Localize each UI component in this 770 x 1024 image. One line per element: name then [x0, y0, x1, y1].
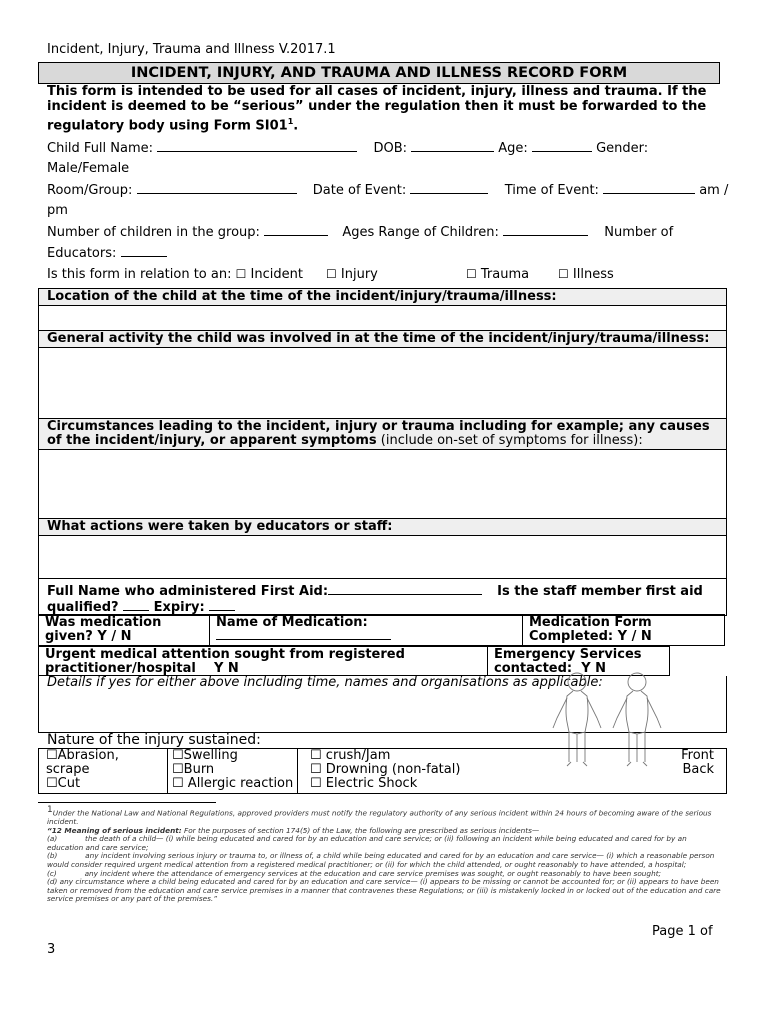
allergic-checkbox[interactable]: ☐ — [172, 776, 184, 791]
drowning-checkbox[interactable]: ☐ — [310, 762, 322, 777]
page-label: Page 1 of — [652, 924, 713, 939]
circumstances-heading: Circumstances leading to the incident, injury or trauma including for example; any causes of the incident/injury, or apparent symptoms (include on-set of symptoms for illness): — [39, 419, 726, 450]
expiry-field[interactable] — [209, 599, 235, 611]
emergency-yn[interactable]: Y N — [581, 661, 607, 676]
date-event-field[interactable] — [410, 182, 488, 194]
ages-range-label: Ages Range of Children: — [342, 225, 499, 240]
location-heading: Location of the child at the time of the incident/injury/trauma/illness: — [39, 289, 726, 306]
intro-text: This form is intended to be used for all cases of incident, injury, illness and trauma. If the incident is deemed to be “serious” under the regulation then it must be forwarded to the regulatory body using Form $SI01^1$. — [47, 84, 707, 134]
first-aid-section — [38, 578, 727, 616]
educators-label: Educators: — [47, 246, 117, 261]
urgent-medical-cell[interactable]: Urgent medical attention sought from registered practitioner/hospital Y N — [38, 646, 488, 676]
incident-checkbox[interactable]: ☐ — [235, 267, 247, 281]
footnote-definition: “12 Meaning of serious incident: For the purposes of section 174(5) of the Law, the following are prescribed as serious incidents— — [47, 825, 540, 835]
footnote-item-a: (a) the death of a child— (i) while being educated and cared for by an education and care service; or (ii) following an incident while being educated and cared for by an education and care service; — [47, 834, 687, 852]
qualified-label-2: qualified? — [47, 600, 119, 615]
gender-options[interactable]: Male/Female — [47, 161, 130, 176]
injury-option[interactable]: ☐ Injury — [326, 267, 378, 282]
time-event-label: Time of Event: — [504, 183, 599, 198]
illness-checkbox[interactable]: ☐ — [558, 267, 569, 281]
ages-range-field[interactable] — [503, 224, 588, 236]
nature-col-1 — [46, 749, 164, 791]
age-label: Age: — [498, 141, 528, 156]
back-label: Back — [682, 762, 714, 777]
page-total: 3 — [47, 942, 56, 957]
relation-label: Is this form in relation to an: — [47, 267, 232, 282]
num-children-field[interactable] — [264, 224, 328, 236]
pm-label: pm — [47, 203, 68, 218]
crush-option[interactable]: ☐ crush/Jam — [310, 748, 391, 763]
child-details-row — [47, 140, 648, 156]
details-label: Details if yes for either above including time, names and organisations as applicable: — [47, 675, 603, 690]
front-back-labels — [678, 749, 714, 777]
footnote-ref[interactable]: 1 — [287, 117, 294, 126]
front-label: Front — [681, 748, 714, 763]
drowning-option[interactable]: ☐ Drowning (non-fatal) — [310, 762, 461, 777]
form-version: Incident, Injury, Trauma and Illness V.2017.1 — [47, 42, 336, 57]
room-field[interactable] — [137, 182, 297, 194]
swelling-option[interactable]: ☐Swelling — [172, 748, 238, 763]
burn-checkbox[interactable]: ☐ — [172, 762, 184, 777]
room-label: Room/Group: — [47, 183, 133, 198]
activity-heading: General activity the child was involved in at the time of the incident/injury/trauma/illness: — [39, 331, 726, 348]
incident-label: Incident — [250, 267, 303, 282]
medication-name-cell[interactable] — [209, 614, 523, 646]
dob-label: DOB: — [373, 141, 407, 156]
cut-checkbox[interactable]: ☐ — [46, 776, 58, 791]
location-section[interactable] — [38, 288, 727, 332]
expiry-label: Expiry: — [153, 600, 205, 615]
medication-form-cell[interactable]: Medication Form Completed: Y / N — [522, 614, 725, 646]
trauma-option[interactable]: ☐ Trauma — [466, 267, 530, 282]
time-event-field[interactable] — [603, 182, 695, 194]
injury-checkbox[interactable]: ☐ — [326, 267, 337, 281]
num-educators-label: Number of — [604, 225, 674, 240]
emergency-services-cell[interactable]: Emergency Services contacted: Y N — [487, 646, 670, 676]
age-field[interactable] — [532, 140, 592, 152]
medication-given-cell[interactable]: Was medication given? Y / N — [38, 614, 210, 646]
form-title: INCIDENT, INJURY, AND TRAUMA AND ILLNESS RECORD FORM — [38, 62, 720, 84]
first-aid-label: Full Name who administered First Aid: — [47, 584, 329, 599]
group-row — [47, 224, 673, 240]
nature-col-2 — [172, 749, 293, 791]
footnote — [47, 806, 725, 904]
child-name-label: Child Full Name: — [47, 141, 154, 156]
qualified-field[interactable] — [123, 599, 149, 611]
swelling-checkbox[interactable]: ☐ — [172, 748, 184, 763]
dob-field[interactable] — [411, 140, 494, 152]
abrasion-checkbox[interactable]: ☐ — [46, 748, 58, 763]
urgent-yn[interactable]: Y N — [213, 661, 239, 676]
footnote-item-c: (c) any incident where the attendance of emergency services at the education and care service premises was sought, or ought reasonably to have been sought; — [47, 868, 662, 878]
qualified-label: Is the staff member first aid — [497, 584, 703, 599]
electric-checkbox[interactable]: ☐ — [310, 776, 322, 791]
footnote-item-b: (b) any incident involving serious injury or trauma to, or illness of, a child while being educated and cared for by an education and care service— (i) which a reasonable person would consider required urgent medical attention from a registered medical practitioner; or (ii) for which the child attended, or ought reasonably to have attended, a hospital; — [47, 851, 715, 869]
date-event-label: Date of Event: — [312, 183, 407, 198]
educators-field[interactable] — [121, 245, 167, 257]
am-label: am / — [699, 183, 729, 198]
actions-heading: What actions were taken by educators or staff: — [39, 519, 726, 536]
actions-section[interactable] — [38, 518, 727, 580]
illness-option[interactable]: ☐ Illness — [558, 267, 614, 282]
footnote-divider — [38, 802, 216, 803]
electric-option[interactable]: ☐ Electric Shock — [310, 776, 418, 791]
circumstances-section[interactable] — [38, 418, 727, 520]
cut-option[interactable]: ☐Cut — [46, 776, 81, 791]
footnote-item-d: (d) any circumstance where a child being educated and cared for by an education and care service— (i) appears to be missing or cannot be accounted for; or (ii) appears to have been taken or removed from the education and care service premises in a manner that contravenes these Regulations; or (iii) is mistakenly locked in or locked out of the education and care service premises or any part of the premises.” — [47, 877, 721, 904]
first-aid-name-field[interactable] — [328, 583, 482, 595]
relation-row — [47, 267, 303, 282]
nature-col-3 — [310, 749, 460, 791]
footnote-intro: $^1$Under the National Law and National Regulations, approved providers must notify the regulatory authority of any serious incident within 24 hours of becoming aware of the serious incident. — [47, 805, 712, 827]
activity-section[interactable] — [38, 330, 727, 420]
num-children-label: Number of children in the group: — [47, 225, 260, 240]
abrasion-option[interactable]: ☐Abrasion, scrape — [46, 748, 119, 777]
room-row — [47, 182, 728, 198]
nature-title: Nature of the injury sustained: — [47, 732, 261, 748]
educators-row — [47, 245, 167, 261]
allergic-option[interactable]: ☐ Allergic reaction — [172, 776, 294, 791]
trauma-checkbox[interactable]: ☐ — [466, 267, 477, 281]
medication-name-label: Name of Medication: — [216, 615, 368, 630]
burn-option[interactable]: ☐Burn — [172, 762, 215, 777]
gender-label: Gender: — [596, 141, 649, 156]
child-name-field[interactable] — [157, 140, 357, 152]
crush-checkbox[interactable]: ☐ — [310, 748, 322, 763]
medication-name-field[interactable] — [216, 637, 391, 640]
